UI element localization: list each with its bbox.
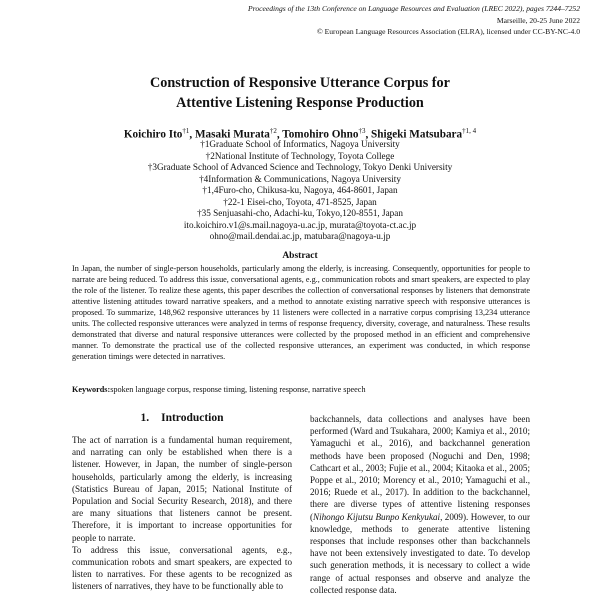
keywords-text: spoken language corpus, response timing, listening response, narrative speech <box>110 385 366 394</box>
affiliation-line: †4Information & Communications, Nagoya University <box>199 173 401 184</box>
location-line: Marseille, 20-25 June 2022 <box>496 15 580 25</box>
affiliation-line: †22-1 Eisei-cho, Toyota, 471-8525, Japan <box>223 196 377 207</box>
author-sep: , <box>189 128 195 141</box>
license-line: © European Language Resources Association (ELRA), licensed under CC-BY-NC-4.0 <box>316 27 580 36</box>
email-line: ohno@mail.dendai.ac.jp, matubara@nagoya-u.jp <box>209 231 391 241</box>
paragraph <box>310 413 530 596</box>
author-name: Masaki Murata <box>194 128 270 141</box>
left-column <box>72 434 292 593</box>
paragraph: The act of narration is a fundamental human requirement, and narrating can only be established when there is a listener. However, in Japan, the number of single-person households, particularly among the elderly, is increasing (Statistics Bureau of Japan, 2015; National Institute of Population and Social Security Research, 2018), and there are many situations that listeners cannot be present. Therefore, it is important to increase opportunities for people to narrate. <box>72 435 292 543</box>
italic-citation: Nihongo Kijutsu Bunpo Kenkyukai <box>313 511 441 522</box>
affiliation-line: †1,4Furo-cho, Chikusa-ku, Nagoya, 464-8601, Japan <box>202 185 398 195</box>
author-sup: †1, 4 <box>462 127 477 135</box>
right-column <box>310 413 530 596</box>
text-run: , 2009). However, to our knowledge, methods to generate attentive listening responses that include responses other than backchannels have not been extensively investigated to date. To develop such generation methods, it is necessary to collect a wide range of actual responses and observe and analyze the collected response data. <box>310 511 530 595</box>
section-heading <box>72 412 292 424</box>
affiliation-line: †1Graduate School of Informatics, Nagoya University <box>200 139 400 149</box>
keywords <box>72 384 530 395</box>
abstract-heading: Abstract <box>282 251 318 261</box>
keywords-label: Keywords: <box>72 385 111 394</box>
author-name: Shigeki Matsubara <box>371 128 463 141</box>
paragraph: To address this issue, conversational agents, e.g., communication robots and smart speakers, are expected to listen to narratives. For these agents to be recognized as listeners of narratives, they have to be functionally able to <box>72 544 292 592</box>
section-number: 1. <box>140 412 150 424</box>
title-line-2: Attentive Listening Response Production <box>176 95 424 111</box>
author-sep: , <box>276 128 283 141</box>
title-line-1: Construction of Responsive Utterance Corpus for <box>150 75 450 91</box>
proceedings-header <box>248 3 580 38</box>
author-sep: , <box>365 128 372 141</box>
author-name: Koichiro Ito <box>123 128 183 141</box>
section-title: Introduction <box>161 412 224 424</box>
text-run: backchannels, data collections and analyses have been performed (Ward and Tsukahara, 2000; Kamiya et al., 2010; Yamaguchi et al., 2016), and backchannel generation methods have been proposed (Noguchi and Den, 1998; Cathcart et al., 2003; Fujie et al., 2004; Kitaoka et al., 2005; Poppe et al., 2010; Morency et al., 2010; Yamaguchi et al., 2016; Ruede et al., 2017). In addition to the backchannel, there are diverse types of attentive listening responses ( <box>310 414 530 522</box>
affiliation-line: †35 Senjuasahi-cho, Adachi-ku, Tokyo,120-8551, Japan <box>197 208 403 218</box>
author-sup: †2 <box>269 127 277 135</box>
author-name: Tomohiro Ohno <box>282 128 359 141</box>
author-sup: †3 <box>358 127 366 135</box>
abstract-text: In Japan, the number of single-person households, particularly among the elderly, is increasing. Consequently, opportunities for people to narrate are being reduced. To address this issue, conversational agents, e.g., communication robots and smart speakers, are expected to play the role of the listener. To realize these agents, this paper describes the collection of conversational responses by listeners that demonstrate attentive listening attitudes toward narrative speakers, and a method to annotate existing narrative speech with responsive utterances is proposed. To summarize, 148,962 responsive utterances by 11 listeners were collected in a narrative corpus comprising 13,234 utterance units. The collected responsive utterances were analyzed in terms of response frequency, diversity, coverage, and naturalness. These results demonstrated that diverse and natural responsive utterances were collected by the proposed method in an efficient and comprehensive manner. To demonstrate the practical use of the collected responsive utterances, an experiment was conducted, in which response generation timings were detected in narratives. <box>72 264 530 361</box>
paper-title <box>0 73 600 113</box>
affiliation-line: †3Graduate School of Advanced Science and Technology, Tokyo Denki University <box>147 162 453 172</box>
affiliations <box>0 139 600 243</box>
proceedings-line: Proceedings of the 13th Conference on Language Resources and Evaluation (LREC 2022), pages 7244–7252 <box>248 4 580 13</box>
email-line: ito.koichiro.v1@s.mail.nagoya-u.ac.jp, murata@toyota-ct.ac.jp <box>183 219 417 230</box>
author-sup: †1 <box>182 127 190 135</box>
affiliation-line: †2National Institute of Technology, Toyota College <box>205 150 395 161</box>
